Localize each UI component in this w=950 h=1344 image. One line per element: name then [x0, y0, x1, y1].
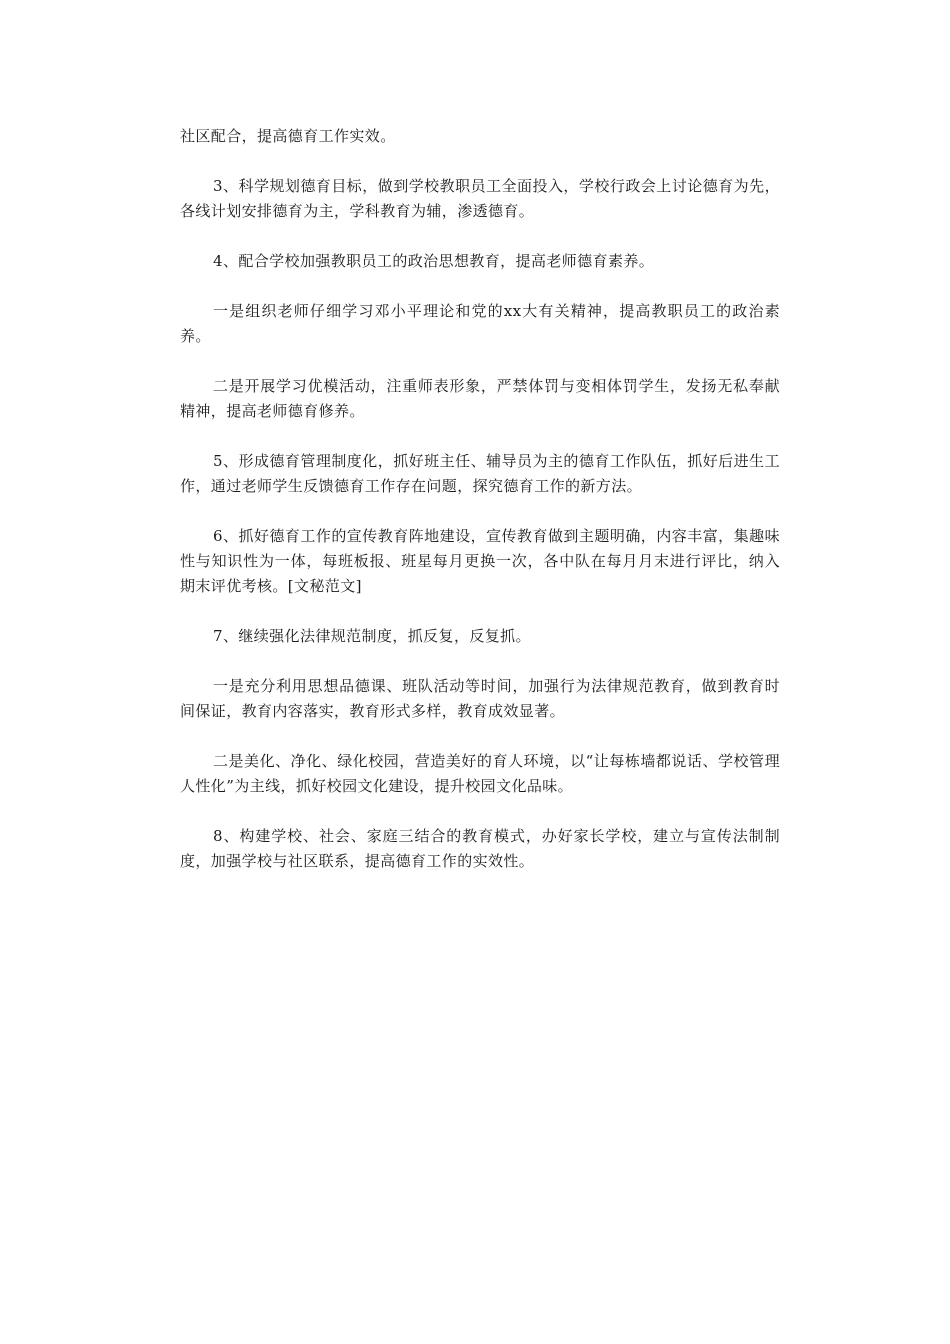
paragraph-10: 二是美化、净化、绿化校园，营造美好的育人环境，以“让每栋墙都说话、学校管理人性化”为主线，抓好校园文化建设，提升校园文化品味。	[180, 752, 780, 795]
paragraph-6: 5、形成德育管理制度化，抓好班主任、辅导员为主的德育工作队伍，抓好后进生工作，通过老师学生反馈德育工作存在问题，探究德育工作的新方法。	[180, 452, 780, 495]
paragraph-11: 8、构建学校、社会、家庭三结合的教育模式，办好家长学校，建立与宣传法制制度，加强学校与社区联系，提高德育工作的实效性。	[180, 827, 780, 870]
paragraph-3: 4、配合学校加强教职员工的政治思想教育，提高老师德育素养。	[213, 252, 655, 270]
paragraph-9: 一是充分利用思想品德课、班队活动等时间，加强行为法律规范教育，做到教育时间保证，教育内容落实，教育形式多样，教育成效显著。	[180, 677, 780, 720]
paragraph-5: 二是开展学习优模活动，注重师表形象，严禁体罚与变相体罚学生，发扬无私奉献精神，提高老师德育修养。	[180, 377, 780, 420]
paragraph-2: 3、科学规划德育目标，做到学校教职员工全面投入，学校行政会上讨论德育为先，各线计划安排德育为主，学科教育为辅，渗透德育。	[180, 177, 780, 220]
paragraph-4: 一是组织老师仔细学习邓小平理论和党的xx大有关精神，提高教职员工的政治素养。	[180, 302, 780, 345]
document-body	[180, 124, 780, 899]
paragraph-7: 6、抓好德育工作的宣传教育阵地建设，宣传教育做到主题明确，内容丰富，集趣味性与知识性为一体，每班板报、班星每月更换一次，各中队在每月月末进行评比，纳入期末评优考核。[文秘范文]	[180, 527, 780, 595]
paragraph-1: 社区配合，提高德育工作实效。	[180, 127, 396, 145]
paragraph-8: 7、继续强化法律规范制度，抓反复，反复抓。	[213, 627, 531, 645]
